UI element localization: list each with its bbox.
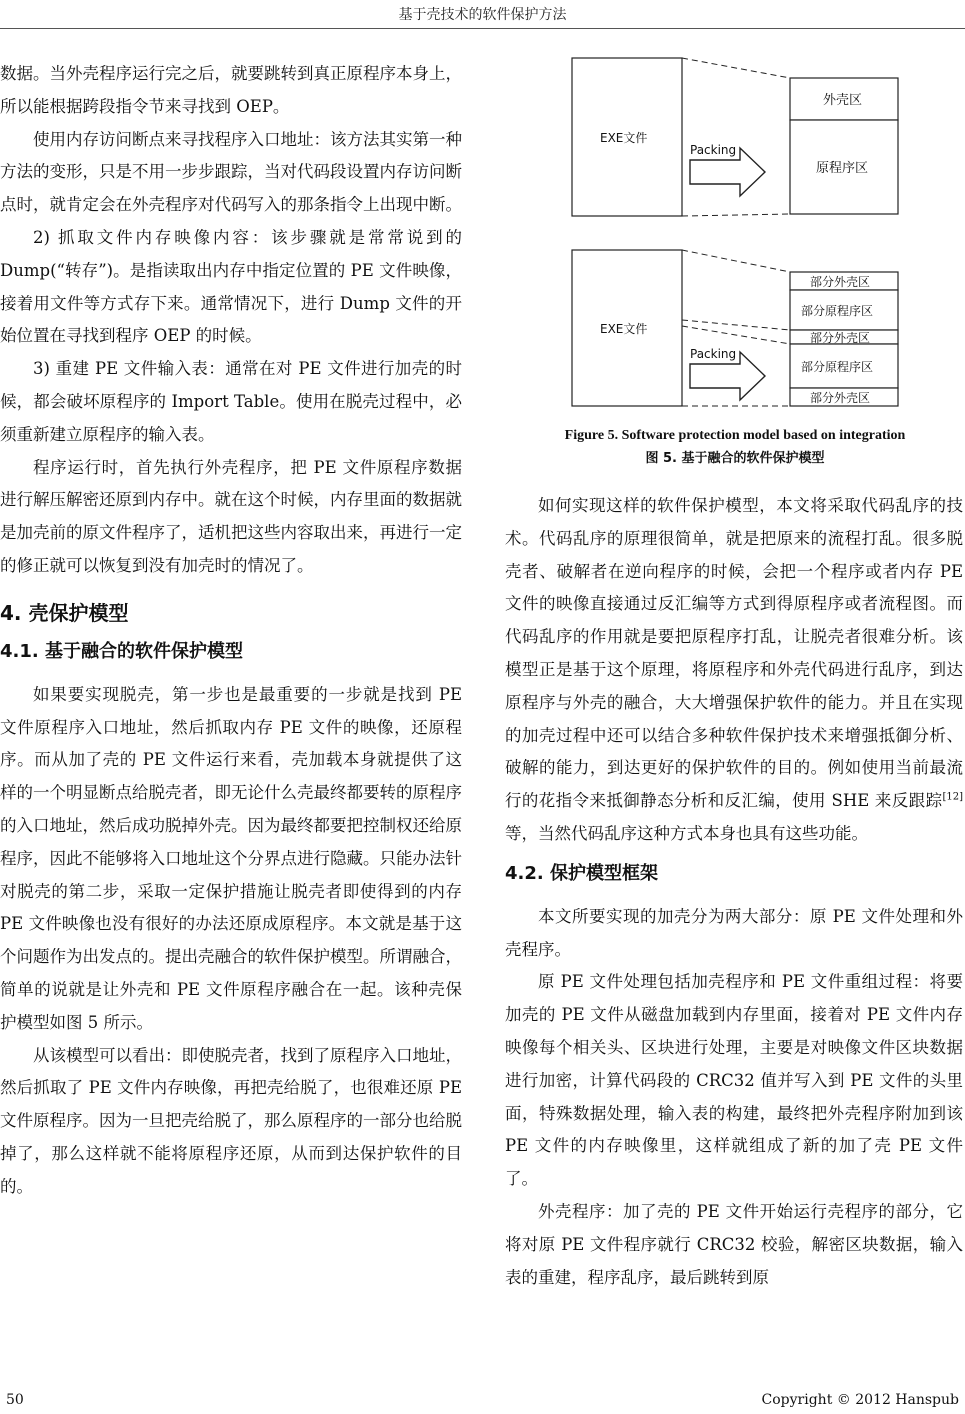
- paragraph: 本文所要实现的加壳分为两大部分：原 PE 文件处理和外壳程序。: [505, 906, 963, 959]
- packing-label: Packing: [690, 347, 737, 361]
- paragraph: 3) 重建 PE 文件输入表：通常在对 PE 文件进行加壳的时候，都会破坏原程序的 Import Table。使用在脱壳过程中，必须重新建立原程序的输入表。: [0, 359, 462, 444]
- figure-5-diagram: [560, 50, 910, 420]
- paragraph: 原 PE 文件处理包括加壳程序和 PE 文件重组过程：将要加壳的 PE 文件从磁盘加载到内存里面，接着对 PE 文件内存映像每个相关头、区块进行处理，主要是对映像文件区块数据进行加密，计算代码段的 CRC32 值并写入到 PE 文件的头里面，特殊数据处理，输入表的构建，最终把外壳程序附加到该 PE 文件的内存映像里，这样就组成了新的加了壳 PE 文件了。: [505, 972, 963, 1189]
- packing-label: Packing: [690, 143, 737, 157]
- paragraph: 如果要实现脱壳，第一步也是最重要的一步就是找到 PE 文件原程序入口地址，然后抓取内存 PE 文件的映像，还原程序。而从加了壳的 PE 文件运行来看，壳加载本身就提供了这样的一个明显断点给脱壳者，即无论什么壳最终都要转的原程序的入口地址，然后成功脱掉外壳。因为最终都要把控制权还给原程序，因此不能够将入口地址这个分界点进行隐藏。只能办法针对脱壳的第二步，采取一定保护措施让脱壳者即使得到的内存 PE 文件映像也没有很好的办法还原成原程序。本文就是基于这个问题作为出发点的。提出壳融合的软件保护模型。所谓融合，简单的说就是让外壳和 PE 文件原程序融合在一起。该种壳保护模型如图 5 所示。: [0, 684, 462, 1032]
- paragraph: 2) 抓取文件内存映像内容：该步骤就是常常说到的 Dump(“转存”)。是指读取出内存中指定位置的 PE 文件映像，接着用文件等方式存下来。通常情况下，进行 Dump 文件的开始位置在寻找到程序 OEP 的时候。: [0, 227, 462, 346]
- running-title: 基于壳技术的软件保护方法: [398, 7, 567, 23]
- subsection-heading: 4.2. 保护模型框架: [505, 862, 658, 884]
- original-region-label: 原程序区: [816, 161, 869, 176]
- citation: [12]: [942, 791, 963, 803]
- right-column: [505, 490, 963, 1294]
- paragraph-text: 如何实现这样的软件保护模型，本文将采取代码乱序的技术。代码乱序的原理很简单，就是把原来的流程打乱。很多脱壳者、破解者在逆向程序的时候，会把一个程序或者内存 PE 文件的映像直接通过反汇编等方式到得原程序或者流程图。而代码乱序的作用就是要把原程序打乱，让脱壳者很难分析。该模型正是基于这个原理，将原程序和外壳代码进行乱序，到达原程序与外壳的融合，大大增强保护软件的能力。并且在实现的加壳过程中还可以结合多种软件保护技术来增强抵御分析、破解的能力，到达更好的保护软件的目的。例如使用当前最流行的花指令来抵御静态分析和反汇编，使用 SHE 来反跟踪: [505, 496, 963, 811]
- header-rule: [0, 28, 965, 29]
- exe-file-label: EXE文件: [600, 131, 648, 145]
- shell-region-label: 外壳区: [823, 93, 863, 108]
- partial-shell-label: 部分外壳区: [810, 391, 871, 405]
- copyright-notice: Copyright © 2012 Hanspub: [761, 1392, 959, 1408]
- partial-shell-label: 部分外壳区: [810, 331, 871, 345]
- subsection-heading: 4.1. 基于融合的软件保护模型: [0, 640, 243, 662]
- paragraph: 程序运行时，首先执行外壳程序，把 PE 文件原程序数据进行解压解密还原到内存中。就在这个时候，内存里面的数据就是加壳前的原文件程序了，适机把这些内容取出来，再进行一定的修正就可以恢复到没有加壳时的情况了。: [0, 457, 462, 575]
- figure-caption-zh: 图 5. 基于融合的软件保护模型: [645, 451, 825, 466]
- paragraph: 从该模型可以看出：即使脱壳者，找到了原程序入口地址，然后抓取了 PE 文件内存映像，再把壳给脱了，也很难还原 PE 文件原程序。因为一旦把壳给脱了，那么原程序的一部分也给脱掉了，那么这样就不能将原程序还原，从而到达保护软件的目的。: [0, 1045, 462, 1196]
- figure-caption-en: Figure 5. Software protection model based on integration: [564, 428, 906, 443]
- partial-original-label: 部分原程序区: [801, 360, 874, 374]
- paragraph-text: 等，当然代码乱序这种方式本身也具有这些功能。: [505, 823, 868, 843]
- page-number: 50: [6, 1392, 24, 1408]
- paragraph: 使用内存访问断点来寻找程序入口地址：该方法其实第一种方法的变形，只是不用一步步跟踪，当对代码段设置内存访问断点时，就肯定会在外壳程序对代码写入的那条指令上出现中断。: [0, 129, 462, 215]
- paragraph: 外壳程序：加了壳的 PE 文件开始运行壳程序的部分，它将对原 PE 文件程序就行 CRC32 校验，解密区块数据，输入表的重建，程序乱序，最后跳转到原: [505, 1201, 963, 1287]
- exe-file-label: EXE文件: [600, 322, 648, 336]
- partial-shell-label: 部分外壳区: [810, 275, 871, 289]
- paragraph: [505, 490, 963, 851]
- partial-original-label: 部分原程序区: [801, 304, 874, 318]
- section-heading: 4. 壳保护模型: [0, 600, 129, 625]
- paragraph: 数据。当外壳程序运行完之后，就要跳转到真正原程序本身上，所以能根据跨段指令节来寻找到 OEP。: [0, 64, 462, 116]
- left-column: [0, 58, 462, 1204]
